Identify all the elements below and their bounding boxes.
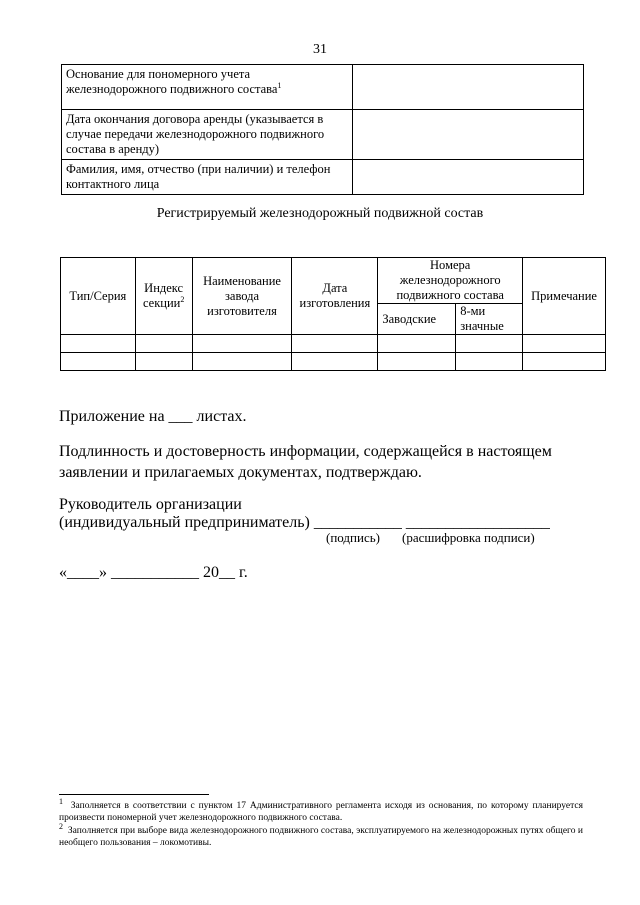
- header-section-index: [135, 258, 192, 335]
- footnote-text: Заполняется при выборе вида железнодорожного подвижного состава, эксплуатируемого на железнодорожных путях общего и необщего пользования – локомотивы.: [59, 826, 583, 848]
- header-row-1: [61, 258, 606, 304]
- info-label-basis: [62, 65, 353, 110]
- table-cell[interactable]: [523, 353, 606, 371]
- footnote-2: [59, 821, 583, 849]
- info-value-basis[interactable]: [353, 65, 584, 110]
- footnote-mark: 2: [59, 821, 63, 831]
- table-cell[interactable]: [292, 353, 378, 371]
- rolling-stock-table: [60, 257, 606, 371]
- header-factory-number: Заводские: [378, 304, 456, 335]
- table-cell[interactable]: [135, 353, 192, 371]
- table-cell[interactable]: [61, 353, 136, 371]
- table-cell[interactable]: [135, 335, 192, 353]
- info-label-text: Основание для пономерного учета железнодорожного подвижного состава: [66, 67, 278, 96]
- head-signature-line: (индивидуальный предприниматель) ___________ __________________: [59, 514, 550, 531]
- table-row: [61, 353, 606, 371]
- info-value-contact[interactable]: [353, 160, 584, 195]
- head-title: Руководитель организации: [59, 496, 242, 513]
- footnote-ref: 1: [277, 80, 282, 90]
- table-cell[interactable]: [292, 335, 378, 353]
- info-row-contact: [62, 160, 584, 195]
- appendix-text: Приложение на ___ листах.: [59, 408, 247, 425]
- info-row-lease-end: [62, 110, 584, 160]
- confirmation-text: Подлинность и достоверность информации, содержащейся в настоящем заявлении и прилагаемых документах, подтверждаю.: [59, 443, 552, 481]
- header-8digit-number: 8-ми значные: [456, 304, 523, 335]
- header-type-series: Тип/Серия: [61, 258, 136, 335]
- header-manufacturer: Наименование завода изготовителя: [192, 258, 292, 335]
- info-label-lease-end: Дата окончания договора аренды (указывается в случае передачи железнодорожного подвижного состава в аренду): [62, 110, 353, 160]
- date-line: «____» ___________ 20__ г.: [59, 564, 248, 581]
- header-manufacture-date: Дата изготовления: [292, 258, 378, 335]
- footnote-text: Заполняется в соответствии с пунктом 17 Административного регламента исходя из основания, по которому планируется произвести пономерной учет железнодорожного подвижного состава.: [59, 801, 583, 823]
- decode-label: (расшифровка подписи): [402, 530, 535, 545]
- table-cell[interactable]: [523, 335, 606, 353]
- footnote-separator: [59, 794, 209, 795]
- header-numbers: Номера железнодорожного подвижного состава: [378, 258, 523, 304]
- section-title: Регистрируемый железнодорожный подвижной состав: [156, 206, 484, 221]
- header-note: Примечание: [523, 258, 606, 335]
- signature-label: (подпись): [326, 530, 380, 545]
- table-row: [61, 335, 606, 353]
- footnote-mark: 1: [59, 796, 63, 806]
- footnote-1: [59, 796, 583, 824]
- table-cell[interactable]: [378, 335, 456, 353]
- table-cell[interactable]: [192, 335, 292, 353]
- header-section-index-text: Индекс секции: [142, 281, 184, 310]
- table-cell[interactable]: [456, 353, 523, 371]
- info-label-contact: Фамилия, имя, отчество (при наличии) и телефон контактного лица: [62, 160, 353, 195]
- page-number: 31: [313, 42, 327, 57]
- table-cell[interactable]: [378, 353, 456, 371]
- footnote-ref: 2: [180, 294, 185, 304]
- info-value-lease-end[interactable]: [353, 110, 584, 160]
- table-cell[interactable]: [456, 335, 523, 353]
- info-row-basis: [62, 65, 584, 110]
- table-cell[interactable]: [192, 353, 292, 371]
- info-table: [61, 64, 584, 195]
- table-cell[interactable]: [61, 335, 136, 353]
